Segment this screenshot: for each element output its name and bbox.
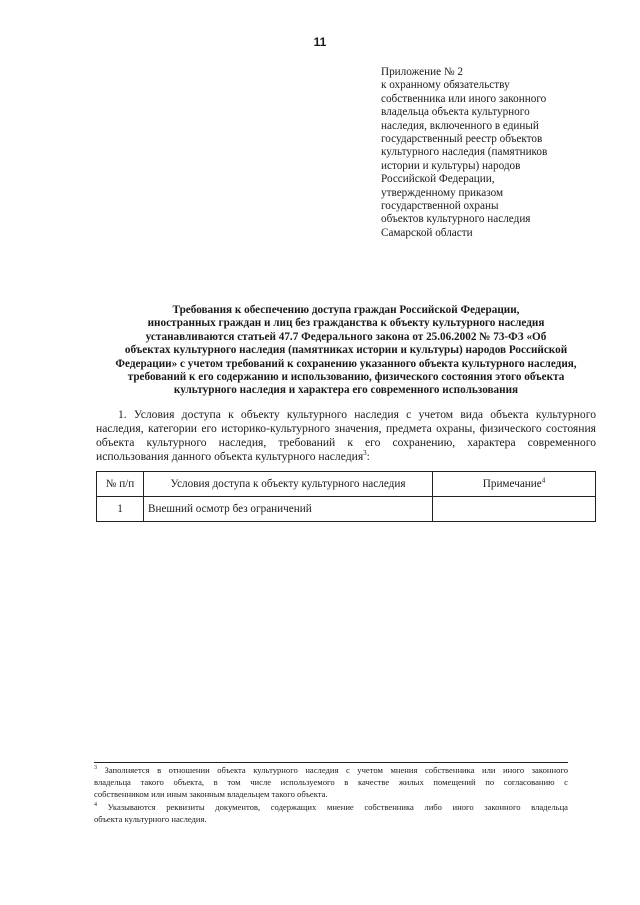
cell-number: 1 (97, 497, 144, 522)
footnote-ref-4[interactable]: 4 (541, 476, 546, 485)
title-line: Федерации» с учетом требований к сохранению указанного объекта культурного наследия, (115, 357, 577, 370)
appendix-line: к охранному обязательству (381, 79, 510, 92)
document-title (96, 304, 596, 398)
appendix-header (381, 66, 601, 240)
access-conditions-table (96, 471, 596, 522)
footnotes (94, 762, 568, 825)
footnote-3-text: Заполняется в отношении объекта культурного наследия с учетом мнения собственника или иного законного (97, 765, 568, 775)
cell-conditions: Внешний осмотр без ограничений (144, 497, 433, 522)
cell-notes (433, 497, 596, 522)
footnote-4-line (94, 801, 568, 813)
col-header-notes-label: Примечание (482, 478, 542, 490)
appendix-line: истории и культуры) народов (381, 159, 521, 172)
footnote-3-line: собственником или иным законным владельцем такого объекта. (94, 789, 328, 800)
appendix-line: государственной охраны (381, 200, 499, 213)
footnote-3-line (94, 764, 568, 776)
footnote-3-line: владельца такого объекта, в том числе используемого в качестве жилых помещений по согласованию с (94, 777, 568, 788)
appendix-line: Приложение № 2 (381, 66, 463, 78)
title-line: объектах культурного наследия (памятниках истории и культуры) народов Российской (124, 344, 568, 357)
paragraph-line: использования данного объекта культурного наследия (96, 450, 364, 463)
access-conditions-paragraph (96, 408, 596, 464)
page-number: 11 (313, 35, 327, 49)
paragraph-line-last (96, 450, 596, 464)
col-header-number: № п/п (97, 472, 144, 497)
footnote-ref-3[interactable]: 3 (363, 449, 367, 458)
appendix-line: культурного наследия (памятников (381, 146, 548, 159)
table-row (97, 497, 596, 522)
footnote-4-text: Указываются реквизиты документов, содержащих мнение собственника либо иного законного владельца (97, 801, 568, 812)
footnote-4-mark: 4 (94, 801, 97, 808)
table-header-row (97, 472, 596, 497)
paragraph-line: наследия, категории его историко-культурного значения, предмета охраны, физического состояния (96, 422, 596, 435)
appendix-line: Российской Федерации, (381, 173, 495, 186)
paragraph-line: 1. Условия доступа к объекту культурного наследия с учетом вида объекта культурного (118, 408, 596, 421)
title-line: культурного наследия и характера его современного использования (173, 384, 519, 397)
title-line: иностранных граждан и лиц без гражданства к объекту культурного наследия (147, 317, 545, 330)
footnote-4-line: объекта культурного наследия. (94, 813, 207, 824)
appendix-line: собственника или иного законного (381, 92, 547, 105)
appendix-line: Самарской области (381, 226, 473, 239)
footnote-3-mark: 3 (94, 765, 97, 772)
title-line: Требования к обеспечению доступа граждан Российской Федерации, (172, 304, 520, 316)
col-header-conditions: Условия доступа к объекту культурного наследия (144, 472, 433, 497)
paragraph-line: объекта культурного наследия, требований к его сохранению, характера современного (96, 436, 596, 449)
paragraph-end-punct: : (366, 450, 370, 463)
appendix-line: утвержденному приказом (381, 186, 504, 199)
title-line: устанавливаются статьей 47.7 Федерального закона от 25.06.2002 № 73-ФЗ «Об (145, 330, 547, 343)
appendix-line: наследия, включенного в единый (381, 119, 539, 132)
appendix-line: владельца объекта культурного (381, 106, 530, 119)
appendix-line: государственный реестр объектов (381, 133, 543, 146)
footnote-divider (94, 762, 568, 763)
appendix-line: объектов культурного наследия (381, 213, 531, 226)
col-header-notes (433, 472, 596, 497)
title-line: требований к его содержанию и использованию, физического состояния этого объекта (127, 371, 565, 384)
